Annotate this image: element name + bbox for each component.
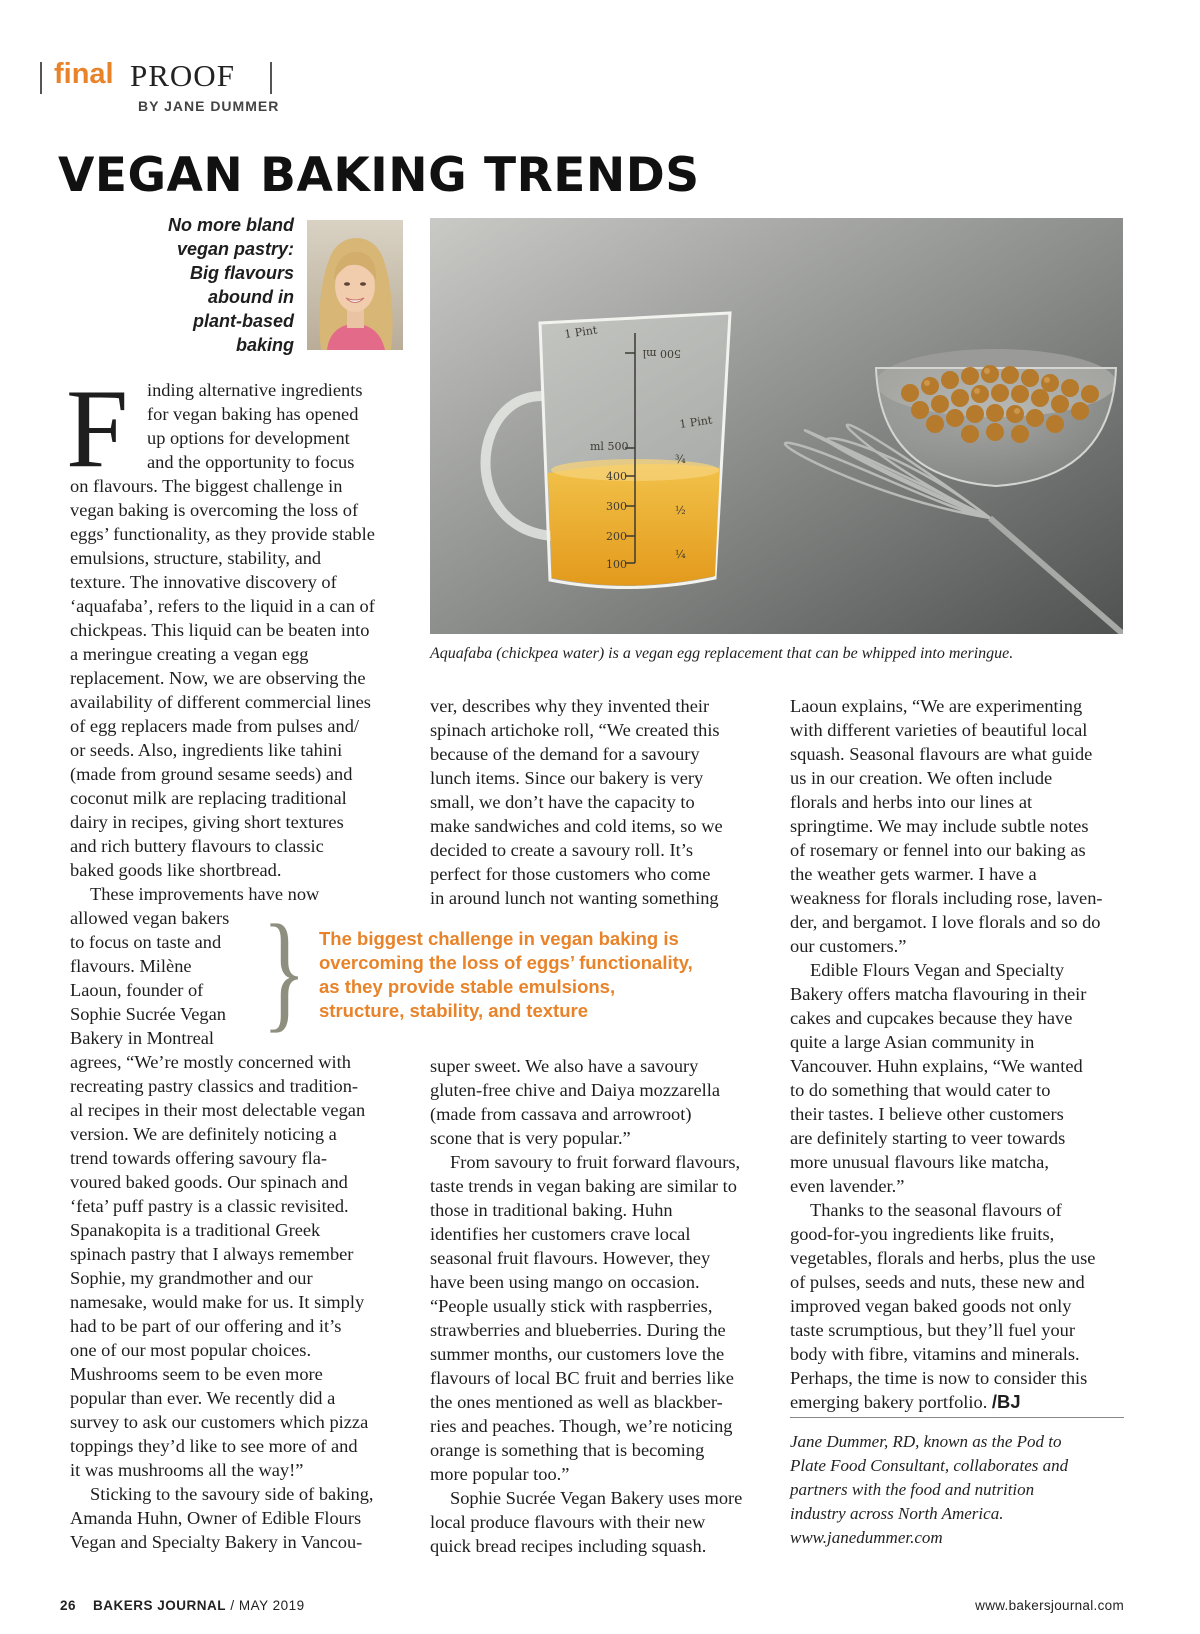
section-label-proof: PROOF [130,58,235,93]
text-line: Mushrooms seem to be even more [70,1364,323,1384]
text-line: Thanks to the seasonal flavours of [810,1200,1062,1220]
text-line: From savoury to fruit forward flavours, [450,1152,741,1172]
article-deck [120,213,294,357]
text-line: improved vegan baked goods not only [790,1296,1072,1316]
cup-label: 400 [606,470,627,483]
text-line: have been using mango on occasion. [430,1272,700,1292]
text-line: Sophie Sucrée Vegan [70,1004,226,1024]
pullquote-line: structure, stability, and texture [319,1000,588,1021]
page-title: VEGAN BAKING TRENDS [58,148,700,203]
text-line: namesake, would make for us. It simply [70,1292,365,1312]
bio-divider [790,1417,1124,1418]
text-line: on flavours. The biggest challenge in [70,476,343,496]
text-line: cakes and cupcakes because they have [790,1008,1073,1028]
text-line: texture. The innovative discovery of [70,572,337,592]
cup-label: ¾ [675,453,686,466]
text-line: it was mushrooms all the way!” [70,1460,304,1480]
text-line: Sophie Sucrée Vegan Bakery uses more [450,1488,743,1508]
text-line: because of the demand for a savoury [430,744,700,764]
cup-label: ml 500 [590,440,629,453]
header-right-bar [270,62,272,94]
text-line: taste trends in vegan baking are similar to [430,1176,737,1196]
text-line: coconut milk are replacing traditional [70,788,347,808]
byline: BY JANE DUMMER [138,98,280,114]
text-line-final: emerging bakery portfolio. [790,1392,988,1412]
deck-line: baking [235,335,294,355]
text-line: our customers.” [790,936,907,956]
issue-date: / MAY 2019 [230,1598,305,1613]
text-line: local produce flavours with their new [430,1512,706,1532]
header-left-bar [40,62,42,94]
text-line: Laoun, founder of [70,980,204,1000]
pullquote [319,927,779,1023]
article-photo [430,218,1123,634]
text-line: (made from cassava and arrowroot) [430,1104,692,1124]
text-line: Perhaps, the time is now to consider this [790,1368,1088,1388]
text-line: lunch items. Since our bakery is very [430,768,704,788]
footer-left [60,1598,305,1613]
text-line: for vegan baking has opened [147,404,359,424]
text-line: decided to create a savoury roll. It’s [430,840,693,860]
text-line: or seeds. Also, ingredients like tahini [70,740,343,760]
drop-cap: F [66,367,129,491]
text-line: Sticking to the savoury side of baking, [90,1484,374,1504]
deck-line: Big flavours [189,263,294,283]
text-line: and rich buttery flavours to classic [70,836,324,856]
text-line: to focus on taste and [70,932,222,952]
text-line: even lavender.” [790,1176,905,1196]
bio-line: Plate Food Consultant, collaborates and [790,1456,1069,1475]
text-line: (made from ground sesame seeds) and [70,764,353,784]
text-line: chickpeas. This liquid can be beaten into [70,620,370,640]
text-line: gluten-free chive and Daiya mozzarella [430,1080,721,1100]
text-line: flavours. Milène [70,956,192,976]
text-line: inding alternative ingredients [147,380,363,400]
text-line: perfect for those customers who come [430,864,711,884]
text-line: emulsions, structure, stability, and [70,548,322,568]
text-line: the weather gets warmer. I have a [790,864,1037,884]
text-line: orange is something that is becoming [430,1440,705,1460]
text-line: taste scrumptious, but they’ll fuel your [790,1320,1076,1340]
author-headshot [307,220,403,350]
text-line: identifies her customers crave local [430,1224,691,1244]
text-line: weakness for florals including rose, laven- [790,888,1103,908]
text-line: a meringue creating a vegan egg [70,644,309,664]
deck-line: vegan pastry: [176,239,294,259]
text-line: agrees, “We’re mostly concerned with [70,1052,351,1072]
bio-line: industry across North America. [790,1504,1004,1523]
text-line: spinach pastry that I always remember [70,1244,354,1264]
text-line: and the opportunity to focus [147,452,355,472]
cup-label: 500 ml [642,347,681,360]
text-line: Edible Flours Vegan and Specialty [810,960,1065,980]
text-line: spinach artichoke roll, “We created this [430,720,720,740]
text-line: make sandwiches and cold items, so we [430,816,723,836]
text-line: the ones mentioned as well as blackber- [430,1392,723,1412]
text-line: ver, describes why they invented their [430,696,710,716]
column-2-bottom [430,1054,775,1558]
text-line: vegetables, florals and herbs, plus the use [790,1248,1096,1268]
cup-label: 100 [606,558,627,571]
text-line: in around lunch not wanting something [430,888,719,908]
text-line: Laoun explains, “We are experimenting [790,696,1083,716]
text-line: one of our most popular choices. [70,1340,312,1360]
text-line: summer months, our customers love the [430,1344,725,1364]
pullquote-line: as they provide stable emulsions, [319,976,616,997]
text-line: vegan baking is overcoming the loss of [70,500,359,520]
text-line: flavours of local BC fruit and berries like [430,1368,734,1388]
bio-link[interactable]: www.janedummer.com [790,1528,943,1547]
text-line: der, and bergamot. I love florals and so do [790,912,1101,932]
text-line: their tastes. I believe other customers [790,1104,1064,1124]
text-line: voured baked goods. Our spinach and [70,1172,348,1192]
column-2-top [430,694,775,910]
column-3 [790,694,1135,1414]
text-line: “People usually stick with raspberries, [430,1296,713,1316]
text-line: Bakery in Montreal [70,1028,215,1048]
text-line: Sophie, my grandmother and our [70,1268,313,1288]
author-signature: /BJ [991,1391,1021,1412]
text-line: ries and peaches. Though, we’re noticing [430,1416,733,1436]
text-line: strawberries and blueberries. During the [430,1320,726,1340]
page-number: 26 [60,1598,77,1613]
text-line: Amanda Huhn, Owner of Edible Flours [70,1508,362,1528]
text-line: those in traditional baking. Huhn [430,1200,673,1220]
text-line: version. We are definitely noticing a [70,1124,337,1144]
text-line: of rosemary or fennel into our baking as [790,840,1086,860]
text-line: Spanakopita is a traditional Greek [70,1220,321,1240]
deck-line: plant-based [192,311,294,331]
photo-caption: Aquafaba (chickpea water) is a vegan egg replacement that can be whipped into meringue. [430,645,1014,662]
text-line: florals and herbs into our lines at [790,792,1033,812]
text-line [790,1390,1135,1414]
text-line: toppings they’d like to see more of and [70,1436,358,1456]
text-line: trend towards offering savoury fla- [70,1148,328,1168]
text-line: more popular too.” [430,1464,570,1484]
section-label-final: final [54,58,114,90]
text-line: squash. Seasonal flavours are what guide [790,744,1093,764]
text-line: quick bread recipes including squash. [430,1536,707,1556]
pullquote-brace: } [262,897,307,1044]
text-line: seasonal fruit flavours. However, they [430,1248,711,1268]
text-line: had to be part of our offering and it’s [70,1316,342,1336]
text-line: springtime. We may include subtle notes [790,816,1089,836]
text-line: survey to ask our customers which pizza [70,1412,369,1432]
text-line: small, we don’t have the capacity to [430,792,695,812]
text-line: are definitely starting to veer towards [790,1128,1066,1148]
text-line: ‘aquafaba’, refers to the liquid in a can of [70,596,375,616]
text-line: body with fibre, vitamins and minerals. [790,1344,1080,1364]
text-line: Bakery offers matcha flavouring in their [790,984,1087,1004]
cup-label: 200 [606,530,627,543]
cup-label: 1 Pint [563,323,599,341]
text-line: of pulses, seeds and nuts, these new and [790,1272,1085,1292]
cup-label: 300 [606,500,627,513]
text-line: more unusual flavours like matcha, [790,1152,1049,1172]
text-line: al recipes in their most delectable vegan [70,1100,366,1120]
deck-line: abound in [208,287,294,307]
text-line: recreating pastry classics and tradition- [70,1076,359,1096]
bio-line: partners with the food and nutrition [790,1480,1035,1499]
text-line: good-for-you ingredients like fruits, [790,1224,1055,1244]
text-line: scone that is very popular.” [430,1128,631,1148]
text-line: up options for development [147,428,350,448]
text-line: super sweet. We also have a savoury [430,1056,699,1076]
bio-line: Jane Dummer, RD, known as the Pod to [790,1432,1062,1451]
publication-name: BAKERS JOURNAL [93,1598,227,1613]
text-line: to do something that would cater to [790,1080,1051,1100]
text-line: These improvements have now [90,884,320,904]
text-line: allowed vegan bakers [70,908,230,928]
cup-label: 1 Pint [678,413,714,431]
text-line: availability of different commercial lines [70,692,371,712]
text-line: ‘feta’ puff pastry is a classic revisited. [70,1196,349,1216]
pullquote-line: The biggest challenge in vegan baking is [319,928,679,949]
pullquote-line: overcoming the loss of eggs’ functionality, [319,952,693,973]
cup-label: ¼ [675,548,686,561]
text-line: eggs’ functionality, as they provide stable [70,524,375,544]
footer-website[interactable]: www.bakersjournal.com [975,1598,1124,1613]
text-line: dairy in recipes, giving short textures [70,812,344,832]
text-line: with different varieties of beautiful local [790,720,1088,740]
text-line: us in our creation. We often include [790,768,1053,788]
text-line: Vancouver. Huhn explains, “We wanted [790,1056,1083,1076]
deck-line: No more bland [167,215,294,235]
text-line: of egg replacers made from pulses and/ [70,716,360,736]
text-line: replacement. Now, we are observing the [70,668,366,688]
text-line: quite a large Asian community in [790,1032,1035,1052]
text-line: popular than ever. We recently did a [70,1388,336,1408]
text-line: baked goods like shortbread. [70,860,282,880]
cup-label: ½ [675,504,686,517]
author-bio [790,1430,1124,1550]
text-line: Vegan and Specialty Bakery in Vancou- [70,1532,363,1552]
